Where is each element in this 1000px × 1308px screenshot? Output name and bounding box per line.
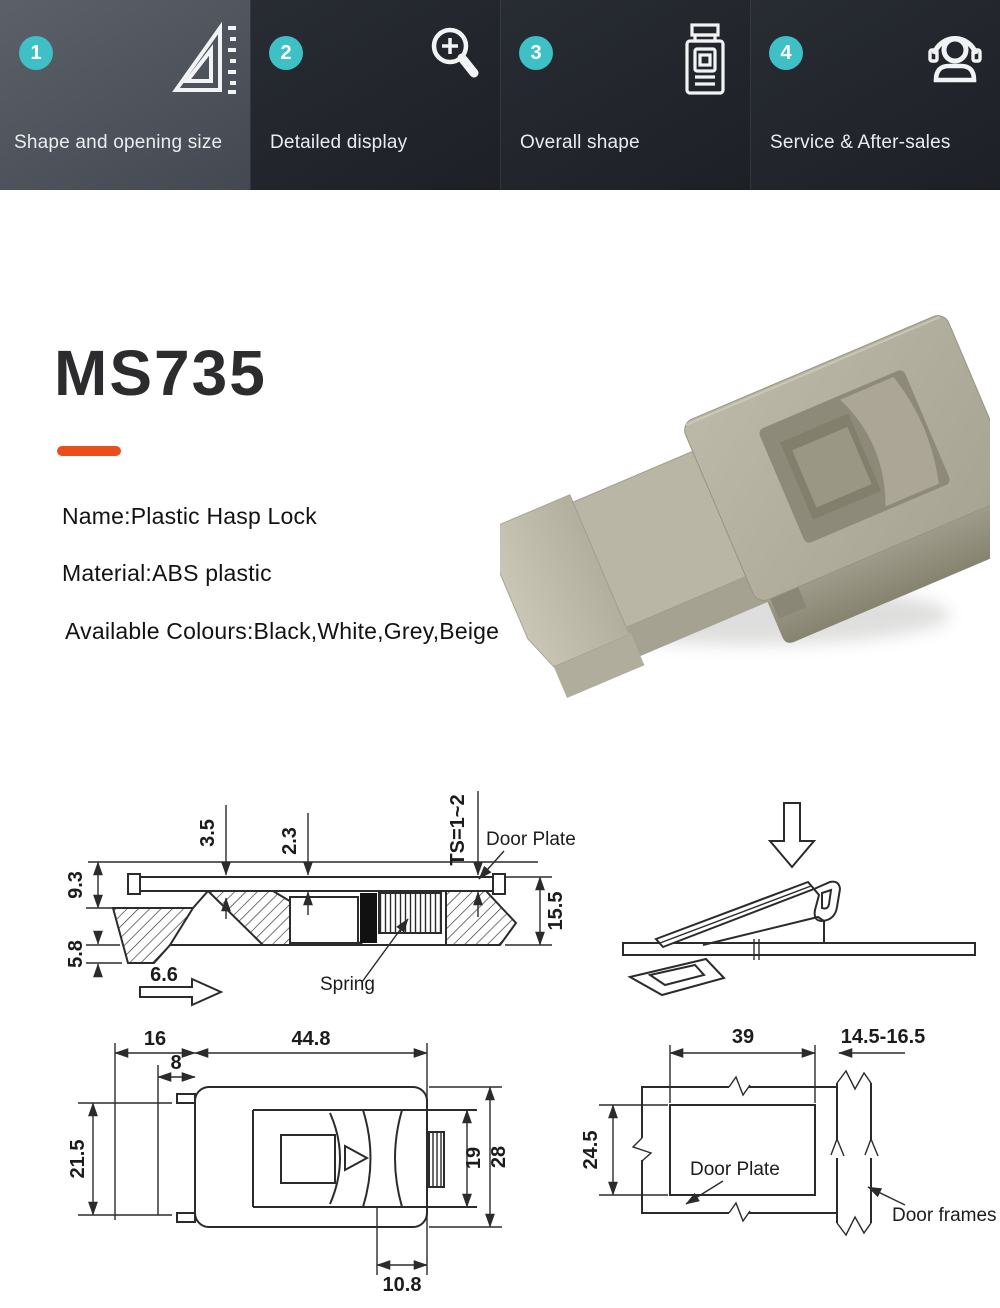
cross-section-drawing — [58, 785, 578, 1020]
dim-ts-range: TS=1~2 — [447, 794, 469, 866]
cross-section-geometry — [88, 862, 538, 963]
installation-diagram — [608, 795, 993, 1020]
steps-header-bar — [0, 0, 1000, 190]
dim-9-3: 9.3 — [65, 871, 87, 899]
dim-15-5: 15.5 — [545, 891, 567, 931]
step-number-badge: 3 — [519, 36, 553, 70]
dim-39: 39 — [731, 1026, 755, 1048]
step-panel-overall-shape — [500, 0, 750, 190]
step-label: Shape and opening size — [14, 132, 223, 153]
dim-10-8: 10.8 — [382, 1274, 422, 1296]
door-plate-label: Door Plate — [690, 1159, 780, 1180]
spec-colours: Available Colours:Black,White,Grey,Beige — [65, 618, 500, 644]
spec-name: Name:Plastic Hasp Lock — [62, 503, 317, 529]
front-view-drawing — [60, 1025, 545, 1308]
step-number-badge: 2 — [269, 36, 303, 70]
front-view-geometry — [177, 1087, 477, 1227]
product-model-title: MS735 — [54, 337, 267, 409]
latch-front-icon — [670, 20, 740, 98]
door-frames-label: Door frames — [892, 1205, 997, 1226]
dim-frame-depth: 14.5-16.5 — [840, 1026, 926, 1048]
dim-21-5: 21.5 — [67, 1139, 89, 1179]
dim-5-8: 5.8 — [65, 940, 87, 968]
dim-2-3: 2.3 — [279, 827, 301, 855]
step-label: Service & After-sales — [770, 132, 951, 153]
dim-28: 28 — [488, 1145, 510, 1169]
step-label: Overall shape — [520, 132, 640, 153]
step-number-badge: 4 — [769, 36, 803, 70]
step-label: Detailed display — [270, 132, 408, 153]
spec-material: Material:ABS plastic — [62, 560, 272, 586]
support-agent-icon — [920, 20, 990, 98]
step-panel-detailed-display — [250, 0, 500, 190]
dim-6-6: 6.6 — [150, 964, 178, 986]
install-geometry — [623, 803, 975, 995]
step-number-badge: 1 — [19, 36, 53, 70]
dim-24-5: 24.5 — [580, 1130, 602, 1170]
orange-accent-divider — [57, 446, 121, 456]
set-square-icon — [170, 20, 240, 98]
dim-16: 16 — [143, 1028, 167, 1050]
cutout-dimensions-drawing — [565, 1025, 1000, 1308]
spring-label: Spring — [320, 974, 375, 995]
step-panel-shape-and-opening-size — [0, 0, 250, 190]
dim-44-8: 44.8 — [291, 1028, 331, 1050]
step-panel-service-after-sales — [750, 0, 1000, 190]
insert-down-arrow — [770, 803, 814, 867]
dim-3-5: 3.5 — [197, 819, 219, 847]
dim-19: 19 — [463, 1146, 485, 1170]
door-plate-label: Door Plate — [486, 829, 576, 850]
product-photo-hasp-lock — [500, 285, 990, 705]
magnifier-plus-icon — [420, 20, 490, 98]
dim-8: 8 — [170, 1052, 182, 1074]
